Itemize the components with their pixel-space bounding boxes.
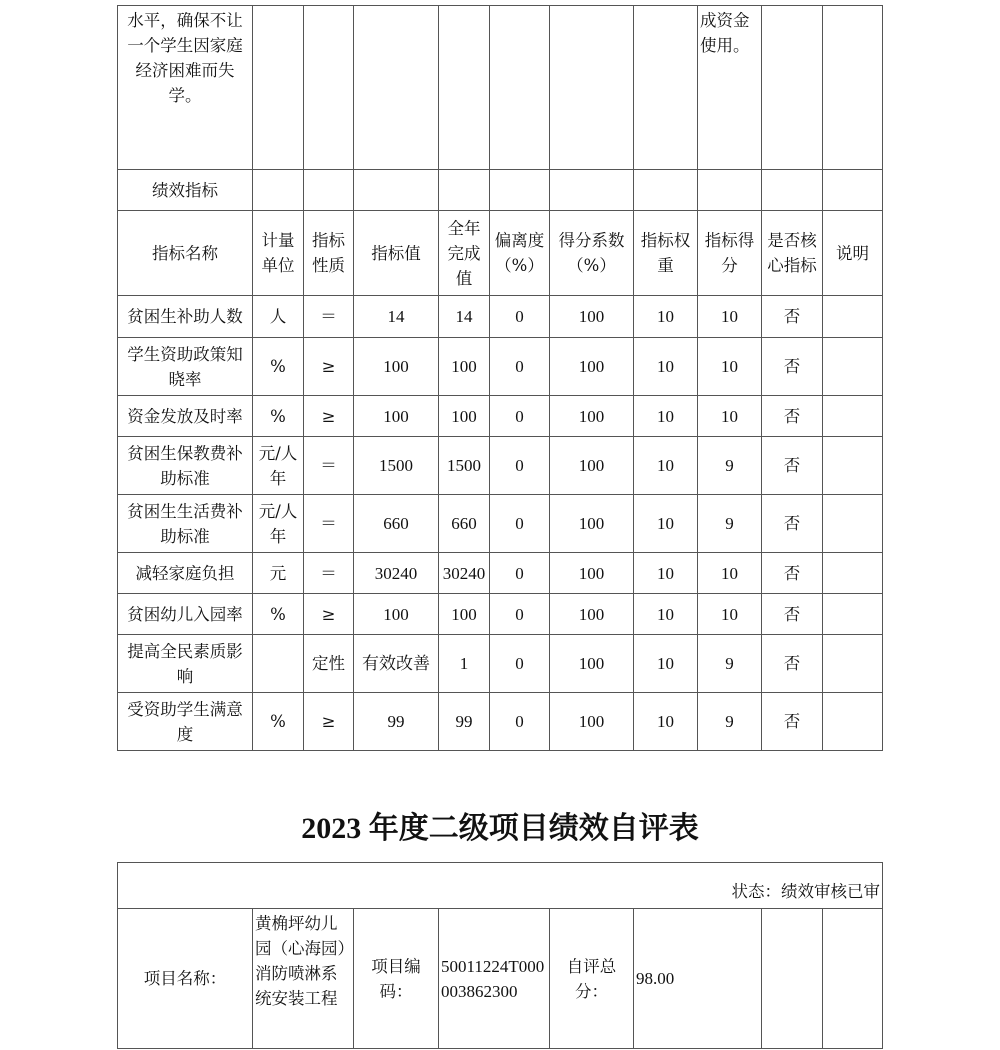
cell-weight: 10 (634, 338, 698, 396)
cell-core: 否 (762, 635, 823, 693)
cell-weight: 10 (634, 594, 698, 635)
cell-actual: 99 (439, 693, 490, 751)
table-row (118, 594, 883, 635)
cell-deviation: 0 (490, 693, 550, 751)
actual-text: 成资金使用。 (698, 6, 762, 170)
table-row (118, 437, 883, 495)
status-text: 状态：绩效审核已审 (118, 863, 883, 909)
cell-note (823, 296, 883, 338)
table-row (118, 693, 883, 751)
cell-name: 贫困生补助人数 (118, 296, 253, 338)
cell-coef: 100 (550, 495, 634, 553)
cell-core: 否 (762, 495, 823, 553)
cell-nature: ＝ (304, 296, 354, 338)
cell-score: 10 (698, 338, 762, 396)
cell-note (823, 553, 883, 594)
status-row (118, 863, 883, 909)
cell-name: 贫困幼儿入园率 (118, 594, 253, 635)
cell-weight: 10 (634, 437, 698, 495)
cell-score: 9 (698, 693, 762, 751)
cell-actual: 100 (439, 396, 490, 437)
goal-row (118, 6, 883, 170)
cell-target: 14 (354, 296, 439, 338)
goal-text: 水平，确保不让一个学生因家庭经济困难而失学。 (118, 6, 253, 170)
cell-score: 10 (698, 396, 762, 437)
cell-target: 有效改善 (354, 635, 439, 693)
cell-deviation: 0 (490, 495, 550, 553)
cell-note (823, 338, 883, 396)
header-cell: 指标值 (354, 211, 439, 296)
project-code: 50011224T000003862300 (439, 909, 550, 1049)
cell-note (823, 396, 883, 437)
table-row (118, 635, 883, 693)
perf-label: 绩效指标 (118, 170, 253, 211)
cell-core: 否 (762, 296, 823, 338)
cell-target: 100 (354, 594, 439, 635)
cell-nature: 定性 (304, 635, 354, 693)
cell-deviation: 0 (490, 338, 550, 396)
cell-weight: 10 (634, 396, 698, 437)
cell-deviation: 0 (490, 437, 550, 495)
project-name-label: 项目名称： (118, 909, 253, 1049)
cell-score: 10 (698, 296, 762, 338)
header-cell: 指标权重 (634, 211, 698, 296)
self-evaluation-table (117, 862, 883, 1049)
cell-core: 否 (762, 693, 823, 751)
cell-nature: ≥ (304, 693, 354, 751)
cell-unit: % (253, 693, 304, 751)
cell-unit: 元 (253, 553, 304, 594)
header-cell: 全年完成值 (439, 211, 490, 296)
cell-unit: 元/人年 (253, 437, 304, 495)
cell-unit: % (253, 396, 304, 437)
header-cell: 指标名称 (118, 211, 253, 296)
cell-nature: ＝ (304, 553, 354, 594)
cell-coef: 100 (550, 594, 634, 635)
cell-name: 贫困生保教费补助标准 (118, 437, 253, 495)
cell-nature: ≥ (304, 396, 354, 437)
cell-nature: ≥ (304, 338, 354, 396)
cell-score: 9 (698, 495, 762, 553)
cell-name: 减轻家庭负担 (118, 553, 253, 594)
cell-actual: 30240 (439, 553, 490, 594)
cell-coef: 100 (550, 693, 634, 751)
cell-target: 660 (354, 495, 439, 553)
project-code-label: 项目编码： (354, 909, 439, 1049)
table-row (118, 338, 883, 396)
cell-coef: 100 (550, 437, 634, 495)
project-name: 黄桷坪幼儿园（心海园）消防喷淋系统安装工程 (253, 909, 354, 1049)
cell-actual: 14 (439, 296, 490, 338)
cell-coef: 100 (550, 396, 634, 437)
cell-name: 资金发放及时率 (118, 396, 253, 437)
cell-core: 否 (762, 594, 823, 635)
cell-note (823, 495, 883, 553)
cell-actual: 660 (439, 495, 490, 553)
cell-name: 贫困生生活费补助标准 (118, 495, 253, 553)
cell-core: 否 (762, 338, 823, 396)
header-cell: 说明 (823, 211, 883, 296)
header-cell: 计量单位 (253, 211, 304, 296)
performance-indicator-table (117, 5, 883, 751)
cell-name: 提高全民素质影响 (118, 635, 253, 693)
cell-nature: ＝ (304, 495, 354, 553)
header-cell: 得分系数（%） (550, 211, 634, 296)
cell-core: 否 (762, 396, 823, 437)
cell-deviation: 0 (490, 296, 550, 338)
cell-weight: 10 (634, 553, 698, 594)
cell-coef: 100 (550, 635, 634, 693)
score-label: 自评总分： (550, 909, 634, 1049)
cell-nature: ≥ (304, 594, 354, 635)
cell-unit: % (253, 338, 304, 396)
cell-note (823, 437, 883, 495)
cell-core: 否 (762, 437, 823, 495)
cell-weight: 10 (634, 495, 698, 553)
form-title: 2023 年度二级项目绩效自评表 (301, 812, 699, 845)
table-row (118, 553, 883, 594)
cell-weight: 10 (634, 693, 698, 751)
cell-name: 受资助学生满意度 (118, 693, 253, 751)
cell-note (823, 594, 883, 635)
table-row (118, 396, 883, 437)
cell-deviation: 0 (490, 553, 550, 594)
table-row (118, 495, 883, 553)
cell-weight: 10 (634, 296, 698, 338)
cell-deviation: 0 (490, 635, 550, 693)
table-row (118, 296, 883, 338)
header-row (118, 211, 883, 296)
cell-unit: 元/人年 (253, 495, 304, 553)
header-cell: 指标性质 (304, 211, 354, 296)
header-cell: 偏离度（%） (490, 211, 550, 296)
cell-note (823, 635, 883, 693)
cell-score: 10 (698, 594, 762, 635)
project-row (118, 909, 883, 1049)
cell-coef: 100 (550, 296, 634, 338)
cell-actual: 1 (439, 635, 490, 693)
cell-core: 否 (762, 553, 823, 594)
cell-score: 9 (698, 635, 762, 693)
cell-target: 30240 (354, 553, 439, 594)
cell-target: 100 (354, 396, 439, 437)
header-cell: 指标得分 (698, 211, 762, 296)
cell-target: 100 (354, 338, 439, 396)
cell-deviation: 0 (490, 594, 550, 635)
header-cell: 是否核心指标 (762, 211, 823, 296)
cell-nature: ＝ (304, 437, 354, 495)
cell-deviation: 0 (490, 396, 550, 437)
cell-unit: % (253, 594, 304, 635)
cell-coef: 100 (550, 338, 634, 396)
perf-label-row (118, 170, 883, 211)
total-score: 98.00 (634, 909, 762, 1049)
cell-coef: 100 (550, 553, 634, 594)
cell-note (823, 693, 883, 751)
cell-weight: 10 (634, 635, 698, 693)
cell-target: 99 (354, 693, 439, 751)
cell-actual: 1500 (439, 437, 490, 495)
cell-actual: 100 (439, 594, 490, 635)
cell-name: 学生资助政策知晓率 (118, 338, 253, 396)
cell-actual: 100 (439, 338, 490, 396)
cell-target: 1500 (354, 437, 439, 495)
cell-unit: 人 (253, 296, 304, 338)
cell-unit (253, 635, 304, 693)
cell-score: 9 (698, 437, 762, 495)
cell-score: 10 (698, 553, 762, 594)
